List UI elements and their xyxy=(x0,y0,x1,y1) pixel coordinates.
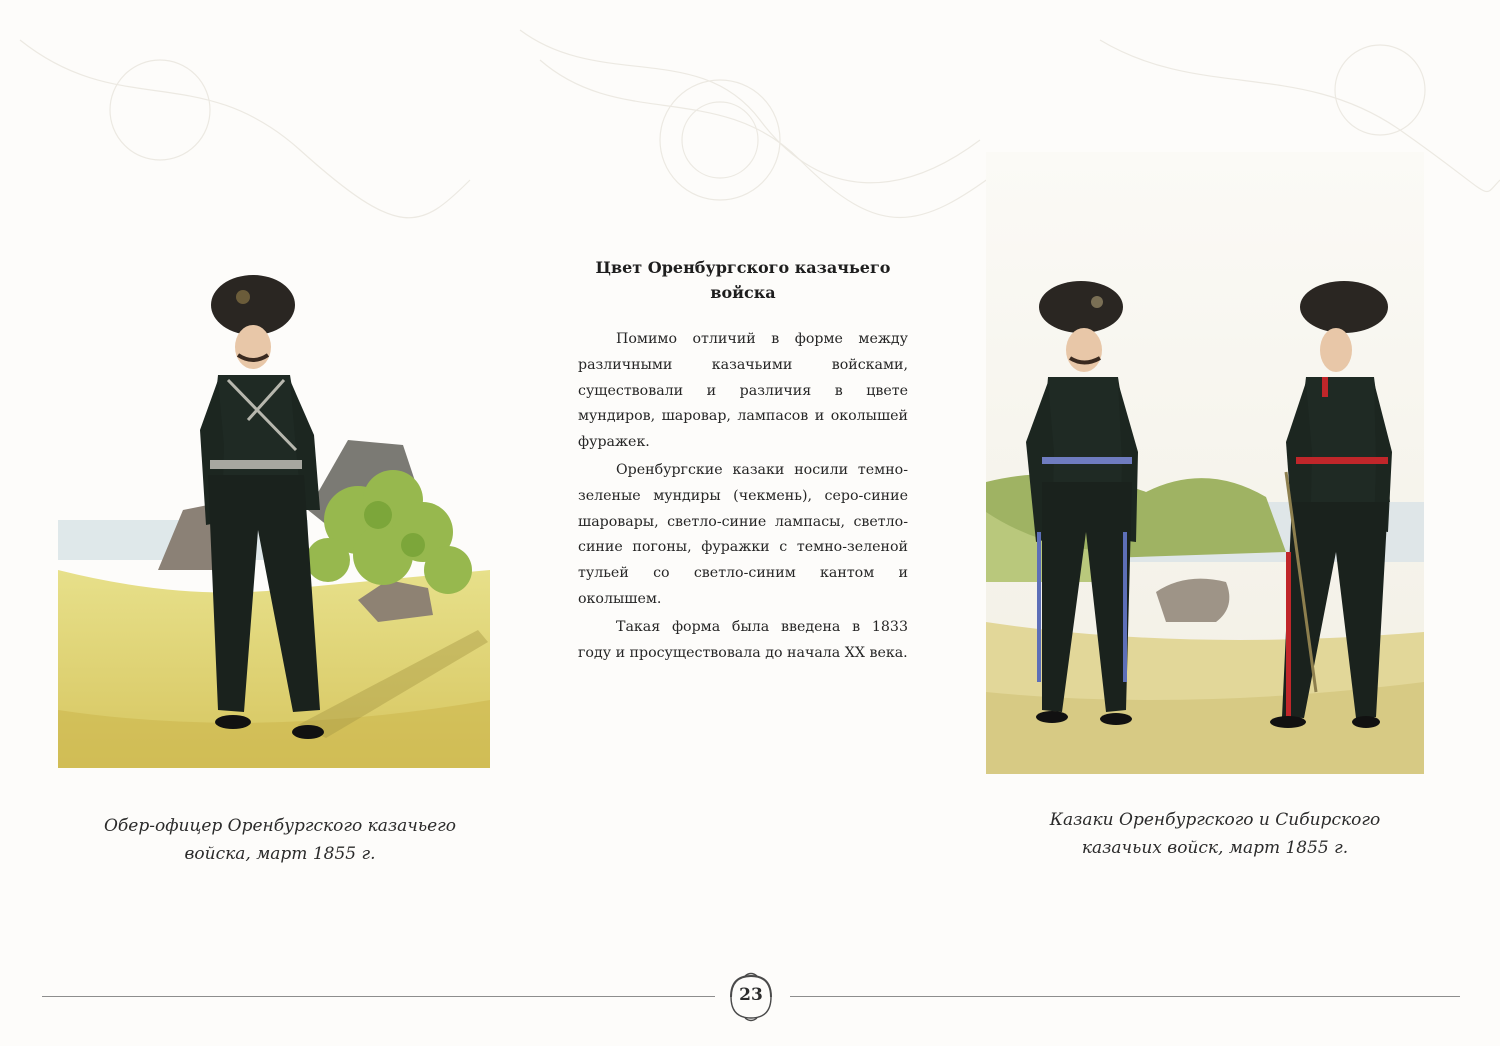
caption-right xyxy=(1030,806,1400,862)
footer-rule-left xyxy=(42,996,715,997)
caption-right-line2: казачьих войск, март 1855 г. xyxy=(1081,838,1349,858)
article-paragraph: Оренбургские казаки носили темно-зеленые мундиры (чекмень), серо-синие шаровары, светло-синие лампасы, светло-синие погоны, фуражки с темно-зеленой тульей со светло-синим кантом и околышем. xyxy=(578,461,908,607)
article-paragraph: Такая форма была введена в 1833 году и просуществовала до начала XX века. xyxy=(578,618,908,661)
page-number-badge xyxy=(721,970,781,1024)
caption-left-line1: Обер-офицер Оренбургского казачьего xyxy=(103,816,457,836)
illustration-officer xyxy=(58,270,490,768)
page-number: 23 xyxy=(739,985,763,1005)
caption-left-line2: войска, март 1855 г. xyxy=(184,844,376,864)
article xyxy=(578,255,908,666)
article-title: Цвет Оренбургского казачьего войска xyxy=(595,258,891,302)
article-paragraph: Помимо отличий в форме между различными казачьими войсками, существовали и различия в цвете мундиров, шаровар, лампасов и околышей фуражек. xyxy=(578,331,908,451)
caption-left xyxy=(100,812,460,868)
caption-right-line1: Казаки Оренбургского и Сибирского xyxy=(1049,810,1381,830)
illustration-two-cossacks xyxy=(986,152,1424,774)
footer-rule-right xyxy=(790,996,1460,997)
